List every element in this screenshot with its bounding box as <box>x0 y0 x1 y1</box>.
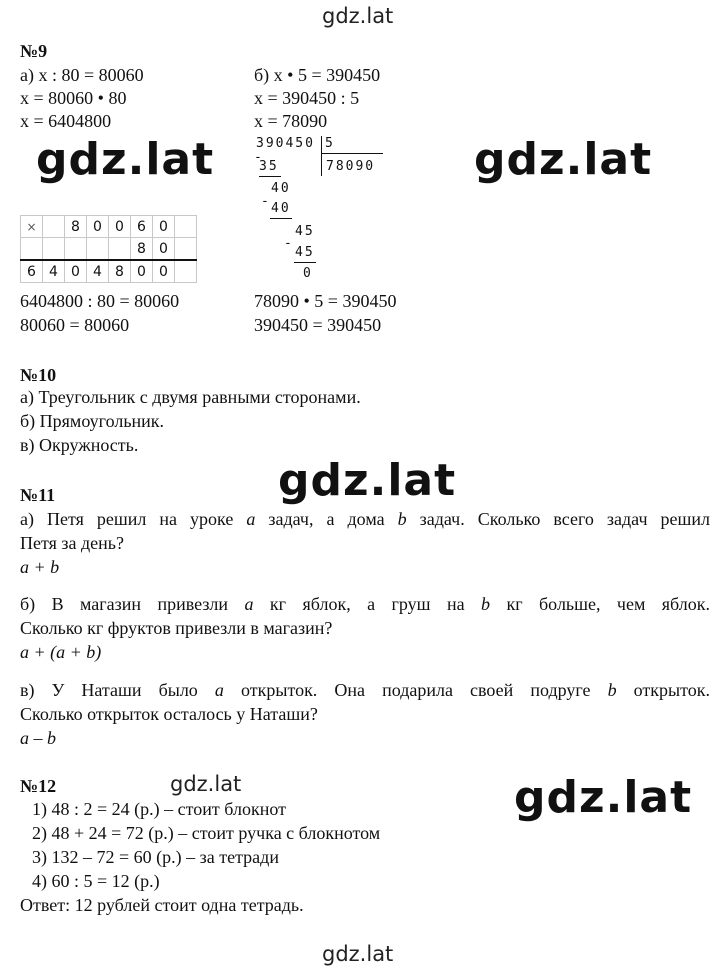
mult-result-digit: 4 <box>43 260 65 283</box>
task10-line: в) Окружность. <box>20 435 139 455</box>
task11-c-text: Сколько открыток осталось у Наташи? <box>20 704 318 724</box>
task9-a-line: x = 80060 • 80 <box>20 88 127 108</box>
task11-a-text: Петя за день? <box>20 533 124 553</box>
task9-b-line: б) x • 5 = 390450 <box>254 65 381 85</box>
mult-result-digit: 8 <box>109 260 131 283</box>
mult-result-digit: 6 <box>21 260 43 283</box>
watermark-top: gdz.lat <box>322 4 394 28</box>
mult-sign: × <box>21 216 43 238</box>
task9-check-a: 6404800 : 80 = 80060 <box>20 291 180 311</box>
mult-digit: 0 <box>87 216 109 238</box>
division-step: 45 <box>295 224 315 239</box>
mult-digit: 0 <box>153 238 175 261</box>
mult-digit: 6 <box>131 216 153 238</box>
task9-check-b: 78090 • 5 = 390450 <box>254 291 397 311</box>
division-dividend: 390450 <box>256 136 315 151</box>
task11-b-expression: a + (a + b) <box>20 642 102 662</box>
task9-b-line: x = 78090 <box>254 111 328 131</box>
mult-result-digit: 0 <box>153 260 175 283</box>
task9-b-line: x = 390450 : 5 <box>254 88 360 108</box>
task12-answer: Ответ: 12 рублей стоит одна тетрадь. <box>20 895 304 915</box>
task11-title: №11 <box>20 485 56 505</box>
multiplication-grid <box>20 215 197 283</box>
watermark-big-right: gdz.lat <box>474 134 653 185</box>
task12-title: №12 <box>20 776 57 796</box>
mult-digit: 8 <box>65 216 87 238</box>
task11-c-text: в) У Наташи было a открыток. Она подарила своей подруге b открыток. <box>20 680 710 700</box>
task12-step: 1) 48 : 2 = 24 (р.) – стоит блокнот <box>32 799 286 819</box>
division-step: 40 <box>271 201 291 216</box>
mult-result-digit: 0 <box>65 260 87 283</box>
watermark-big-left: gdz.lat <box>36 134 215 185</box>
task12-step: 2) 48 + 24 = 72 (р.) – стоит ручка с блокнотом <box>32 823 381 843</box>
task11-a-text: а) Петя решил на уроке a задач, а дома b задач. Сколько всего задач решил <box>20 509 710 529</box>
division-vertical-line <box>321 136 322 176</box>
division-quotient: 78090 <box>326 159 376 174</box>
task9-check-a: 80060 = 80060 <box>20 315 130 335</box>
task11-c-expression: a – b <box>20 728 56 748</box>
division-step: 45 <box>295 245 315 260</box>
task12-step: 3) 132 – 72 = 60 (р.) – за тетради <box>32 847 279 867</box>
task9-a-line: x = 6404800 <box>20 111 112 131</box>
task10-line: б) Прямоугольник. <box>20 411 165 431</box>
task9-check-b: 390450 = 390450 <box>254 315 382 335</box>
mult-digit: 0 <box>109 216 131 238</box>
mult-digit: 8 <box>131 238 153 261</box>
task11-b-text: б) В магазин привезли a кг яблок, а груш на b кг больше, чем яблок. <box>20 594 710 614</box>
mult-digit: 0 <box>153 216 175 238</box>
task12-step: 4) 60 : 5 = 12 (р.) <box>32 871 160 891</box>
division-step: 0 <box>303 266 313 281</box>
mult-result-digit: 0 <box>131 260 153 283</box>
division-step: 35 <box>259 159 279 174</box>
watermark-small-mid: gdz.lat <box>170 772 242 796</box>
task11-a-expression: a + b <box>20 557 60 577</box>
division-quotient-line <box>321 153 383 154</box>
task10-title: №10 <box>20 365 57 385</box>
mult-result-digit: 4 <box>87 260 109 283</box>
division-divisor: 5 <box>325 136 335 151</box>
watermark-bottom: gdz.lat <box>322 942 394 966</box>
watermark-big-lower: gdz.lat <box>514 772 693 823</box>
task10-line: а) Треугольник с двумя равными сторонами. <box>20 387 361 407</box>
division-step: 40 <box>271 181 291 196</box>
task11-b-text: Сколько кг фруктов привезли в магазин? <box>20 618 333 638</box>
watermark-big-center: gdz.lat <box>278 455 457 506</box>
task9-a-line: а) x : 80 = 80060 <box>20 65 144 85</box>
task9-title: №9 <box>20 41 48 61</box>
